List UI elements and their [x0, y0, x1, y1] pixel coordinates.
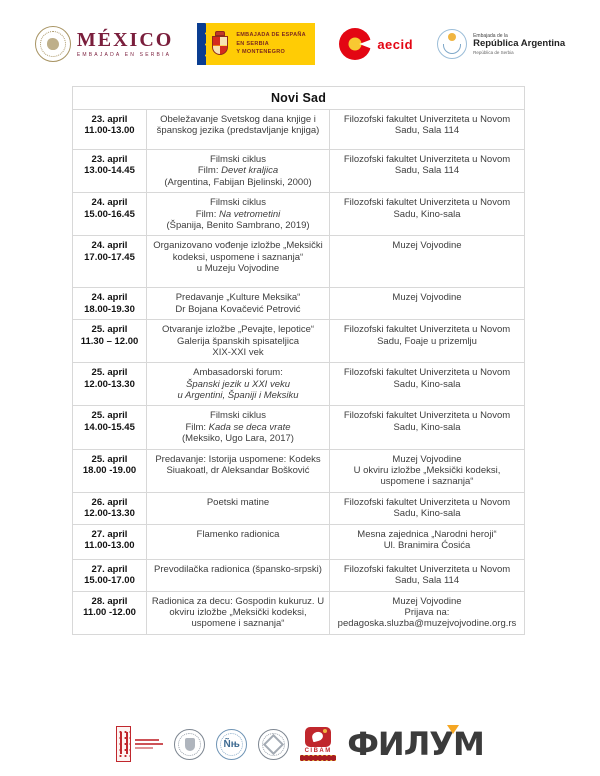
cell-line: (Španija, Benito Sambrano, 2019): [166, 219, 310, 231]
date-line: 17.00-17.45: [84, 251, 135, 263]
cell-line: Filmski ciklus: [210, 154, 266, 165]
event-cell: [147, 559, 330, 591]
cell-line: Ambasadorski forum:: [193, 367, 283, 379]
cell-line: Film: Kada se deca vrate: [185, 421, 291, 433]
cell-line: Mesna zajednica „Narodni heroji“: [357, 528, 497, 540]
table-row: [73, 363, 525, 406]
cell-line: Filozofski fakultet Univerziteta u Novom Sadu, Sala 114: [343, 563, 511, 586]
location-cell: [330, 110, 525, 150]
event-cell: [147, 150, 330, 193]
spain-embassy-logo: [197, 23, 315, 65]
date-line: 26. april: [91, 496, 128, 508]
date-line: 11.00 -12.00: [83, 606, 136, 618]
cell-line: Muzej Vojvodine: [392, 595, 462, 607]
location-cell: [330, 406, 525, 449]
argentina-title: República Argentina: [473, 37, 566, 49]
header-logos: [0, 16, 600, 72]
date-line: 27. april: [91, 528, 128, 540]
location-cell: [330, 449, 525, 492]
event-cell: [147, 492, 330, 524]
aecid-logo: [339, 28, 413, 60]
date-line: 24. april: [91, 292, 128, 304]
date-line: 18.00-19.30: [84, 303, 135, 315]
cell-line: u Muzeju Vojvodine: [196, 263, 280, 275]
spain-blue-strip-icon: [197, 23, 206, 65]
date-line: 25. april: [91, 324, 128, 336]
table-title-row: [73, 87, 525, 110]
location-cell: [330, 524, 525, 559]
event-cell: [147, 524, 330, 559]
date-line: 18.00 -19.00: [82, 465, 137, 477]
mexico-eagle-seal-icon: [35, 26, 71, 62]
event-cell: [147, 449, 330, 492]
cell-line: (Argentina, Fabijan Bjelinski, 2000): [164, 176, 312, 188]
date-cell: [73, 363, 147, 406]
date-line: 25. april: [91, 453, 128, 465]
cell-line: Filozofski fakultet Univerziteta u Novom Sadu, Foaje u prizemlju: [343, 324, 511, 347]
table-row: [73, 559, 525, 591]
table-row: [73, 492, 525, 524]
date-cell: [73, 406, 147, 449]
location-cell: [330, 492, 525, 524]
cell-line: Španski jezik u XXI veku: [185, 378, 291, 390]
spain-line-2: EN SERBIA: [236, 40, 269, 47]
argentina-embassy-logo: [437, 29, 565, 59]
cell-line: Prijava na:: [404, 606, 450, 618]
cervantes-text-marks: [135, 739, 163, 749]
cell-line: Predavanje: Istorija uspomene: Kodeks Siuakoatl, dr Aleksandar Bošković: [155, 453, 321, 477]
date-cell: [73, 591, 147, 634]
cell-line: Filozofski fakultet Univerziteta u Novom Sadu, Sala 114: [343, 154, 511, 177]
table-row: [73, 288, 525, 320]
cell-line: Predavanje „Kulture Meksika“: [175, 292, 301, 304]
instituto-cervantes-logo: [116, 726, 163, 762]
table-row: [73, 193, 525, 236]
date-cell: [73, 288, 147, 320]
cell-line: Obeležavanje Svetskog dana knjige i španskog jezika (predstavljanje knjiga): [156, 114, 320, 137]
table-row: [73, 150, 525, 193]
cell-line: u Argentini, Španiji i Meksiku: [177, 390, 299, 402]
date-line: 25. april: [91, 410, 128, 422]
date-line: 11.00-13.00: [84, 125, 135, 137]
cell-line: Flamenko radionica: [196, 528, 280, 540]
city-title: Novi Sad: [73, 87, 525, 110]
location-cell: [330, 193, 525, 236]
location-cell: [330, 288, 525, 320]
location-cell: [330, 559, 525, 591]
spain-coat-of-arms-icon: [210, 30, 230, 58]
date-cell: [73, 449, 147, 492]
cell-line: Filozofski fakultet Univerziteta u Novom Sadu, Kino-sala: [343, 367, 511, 390]
date-line: 23. april: [91, 114, 128, 125]
cell-line: Filmski ciklus: [210, 410, 266, 422]
table-row: [73, 449, 525, 492]
filum-triangle-icon: [447, 725, 459, 734]
event-cell: [147, 591, 330, 634]
cell-line: Ul. Branimira Ćosića: [383, 539, 471, 551]
table-row: [73, 591, 525, 634]
table-row: [73, 110, 525, 150]
table-row: [73, 406, 525, 449]
spanish-serbian-society-seal-icon: [216, 729, 247, 760]
location-cell: [330, 150, 525, 193]
date-cell: [73, 150, 147, 193]
cell-line: Filozofski fakultet Univerziteta u Novom Sadu, Sala 114: [343, 114, 511, 137]
spain-line-1: EMBAJADA DE ESPAÑA: [236, 32, 306, 39]
date-line: 23. april: [91, 154, 128, 165]
cell-line: Poetski matine: [206, 496, 270, 508]
cell-line: Muzej Vojvodine: [392, 240, 462, 252]
date-cell: [73, 320, 147, 363]
cell-line: XIX-XXI vek: [212, 346, 264, 358]
cell-line: Film: Devet kraljica: [197, 165, 279, 177]
date-cell: [73, 559, 147, 591]
date-line: 28. april: [91, 595, 128, 607]
cell-line: Muzej Vojvodine: [392, 453, 462, 465]
date-line: 24. april: [91, 197, 128, 209]
cell-line: Film: Na vetrometini: [195, 208, 281, 220]
cibam-bird-emblem-icon: [305, 727, 331, 747]
event-cell: [147, 406, 330, 449]
location-cell: [330, 363, 525, 406]
schedule-body: [73, 110, 525, 635]
cell-line: Dr Bojana Kovačević Petrović: [175, 303, 301, 315]
cell-line: Filozofski fakultet Univerziteta u Novom Sadu, Kino-sala: [343, 496, 511, 520]
cell-line: Filozofski fakultet Univerziteta u Novom Sadu, Kino-sala: [343, 410, 511, 433]
date-cell: [73, 110, 147, 150]
cell-line: Filozofski fakultet Univerziteta u Novom Sadu, Kino-sala: [343, 197, 511, 220]
event-cell: [147, 110, 330, 150]
event-cell: [147, 363, 330, 406]
mexico-subtitle: EMBAJADA EN SERBIA: [76, 52, 172, 58]
date-cell: [73, 236, 147, 288]
event-cell: [147, 236, 330, 288]
argentina-bottom-text: República de Serbia: [473, 50, 514, 56]
date-line: 25. april: [91, 367, 128, 379]
date-cell: [73, 524, 147, 559]
cibam-label: CIBAM: [304, 748, 332, 754]
faculty-philosophy-seal-icon: [258, 729, 289, 760]
cell-line: U okviru izložbe „Meksički kodeksi, uspomene i saznanja“: [353, 465, 501, 488]
spain-line-3: Y MONTENEGRO: [236, 49, 286, 56]
filum-label: ФИЛУМ: [347, 725, 484, 763]
table-row: [73, 320, 525, 363]
date-line: 14.00-15.45: [84, 421, 135, 433]
aecid-label: aecid: [377, 36, 414, 52]
filum-logo: [347, 725, 484, 763]
snj-glyph: Ñњ: [223, 738, 240, 750]
table-row: [73, 236, 525, 288]
cell-line: Otvaranje izložbe „Pevajte, lepotice“: [161, 324, 315, 336]
cervantes-building-icon: [116, 726, 131, 762]
date-line: 15.00-17.00: [84, 574, 135, 586]
location-cell: [330, 236, 525, 288]
argentina-top-text: Embajada de la: [473, 32, 508, 39]
cell-line: pedagoska.sluzba@muzejvojvodine.org.rs: [337, 618, 517, 630]
date-line: 12.00-13.30: [84, 508, 135, 520]
cell-line: (Meksiko, Ugo Lara, 2017): [182, 433, 294, 445]
event-cell: [147, 193, 330, 236]
date-line: 24. april: [91, 240, 128, 252]
spain-embassy-text: [236, 31, 306, 57]
date-cell: [73, 492, 147, 524]
cell-line: Organizovano vođenje izložbe „Meksički kodeksi, uspomene i saznanja“: [153, 240, 323, 263]
cell-line: Radionica za decu: Gospodin kukuruz. U okviru izložbe „Meksički kodeksi, uspomene i saznanja“: [151, 595, 325, 630]
location-cell: [330, 591, 525, 634]
university-novi-sad-seal-icon: [174, 729, 205, 760]
date-line: 27. april: [91, 563, 128, 575]
cell-line: Galerija španskih spisateljica: [177, 335, 299, 347]
cell-line: Prevodilačka radionica (špansko-srpski): [154, 563, 322, 575]
event-cell: [147, 320, 330, 363]
table-row: [73, 524, 525, 559]
date-line: 11.30 – 12.00: [80, 335, 139, 347]
location-cell: [330, 320, 525, 363]
date-line: 13.00-14.45: [84, 165, 135, 177]
date-line: 12.00-13.30: [84, 378, 135, 390]
argentina-sun-emblem-icon: [437, 29, 467, 59]
footer-logos: [0, 720, 600, 768]
mexico-title: MÉXICO: [76, 29, 174, 51]
cibam-banner-icon: [300, 755, 336, 761]
aecid-c-icon: [339, 28, 371, 60]
mexico-embassy-logo: [35, 26, 173, 62]
date-cell: [73, 193, 147, 236]
event-cell: [147, 288, 330, 320]
schedule-table: [72, 86, 525, 635]
date-line: 11.00-13.00: [84, 539, 135, 551]
cell-line: Filmski ciklus: [210, 197, 266, 209]
spain-flag-box: [197, 23, 315, 65]
cell-line: Muzej Vojvodine: [392, 292, 462, 304]
date-line: 15.00-16.45: [84, 208, 135, 220]
cibam-logo: [300, 727, 336, 761]
